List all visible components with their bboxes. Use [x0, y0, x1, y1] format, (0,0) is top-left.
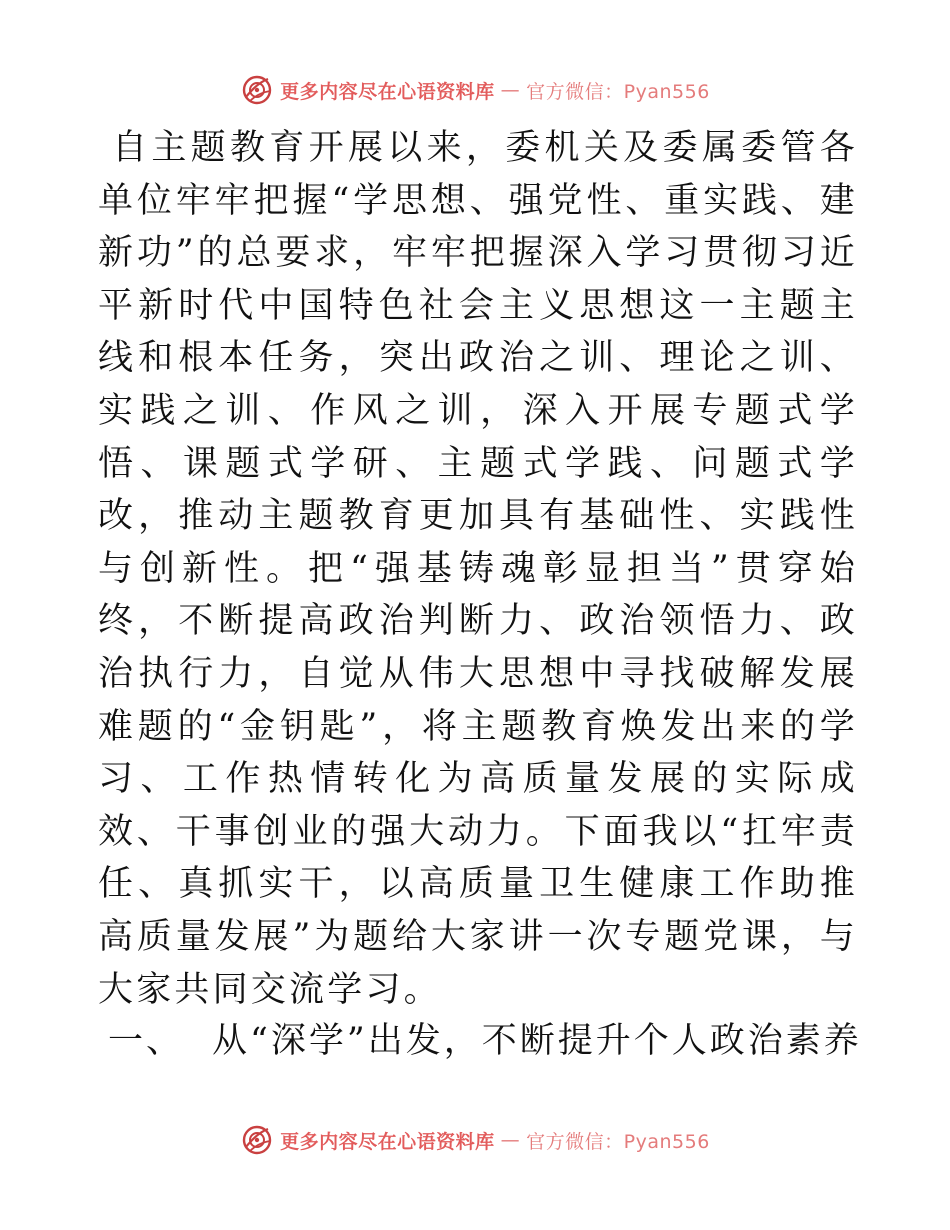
watermark-main-text: 更多内容尽在心语资料库 — [280, 1130, 495, 1153]
watermark-sub-text: 官方微信：Pyan556 — [526, 80, 710, 103]
sunflower-logo-icon — [240, 1123, 274, 1157]
watermark-footer — [0, 1122, 950, 1158]
watermark-sub-text: 官方微信：Pyan556 — [526, 1130, 710, 1153]
section-heading — [108, 1013, 862, 1063]
document-body — [98, 122, 858, 1016]
section-heading-number: 一、 — [108, 1021, 185, 1061]
sunflower-logo-icon — [240, 73, 274, 107]
watermark-main-text: 更多内容尽在心语资料库 — [280, 80, 495, 103]
watermark-separator: — — [500, 79, 521, 101]
section-heading-title: 从“深学”出发，不断提升个人政治素养 — [212, 1021, 862, 1061]
watermark-header — [0, 72, 950, 108]
body-paragraph: 自主题教育开展以来，委机关及委属委管各单位牢牢把握“学思想、强党性、重实践、建新功”的总要求，牢牢把握深入学习贯彻习近平新时代中国特色社会主义思想这一主题主线和根本任务，突出政治之训、理论之训、实践之训、作风之训，深入开展专题式学悟、课题式学研、主题式学践、问题式学改，推动主题教育更加具有基础性、实践性与创新性。把“强基铸魂彰显担当”贯穿始终，不断提高政治判断力、政治领悟力、政治执行力，自觉从伟大思想中寻找破解发展难题的“金钥匙”，将主题教育焕发出来的学习、工作热情转化为高质量发展的实际成效、干事创业的强大动力。下面我以“扛牢责任、真抓实干，以高质量卫生健康工作助推高质量发展”为题给大家讲一次专题党课，与大家共同交流学习。 — [98, 128, 858, 1010]
watermark-separator: — — [500, 1129, 521, 1151]
